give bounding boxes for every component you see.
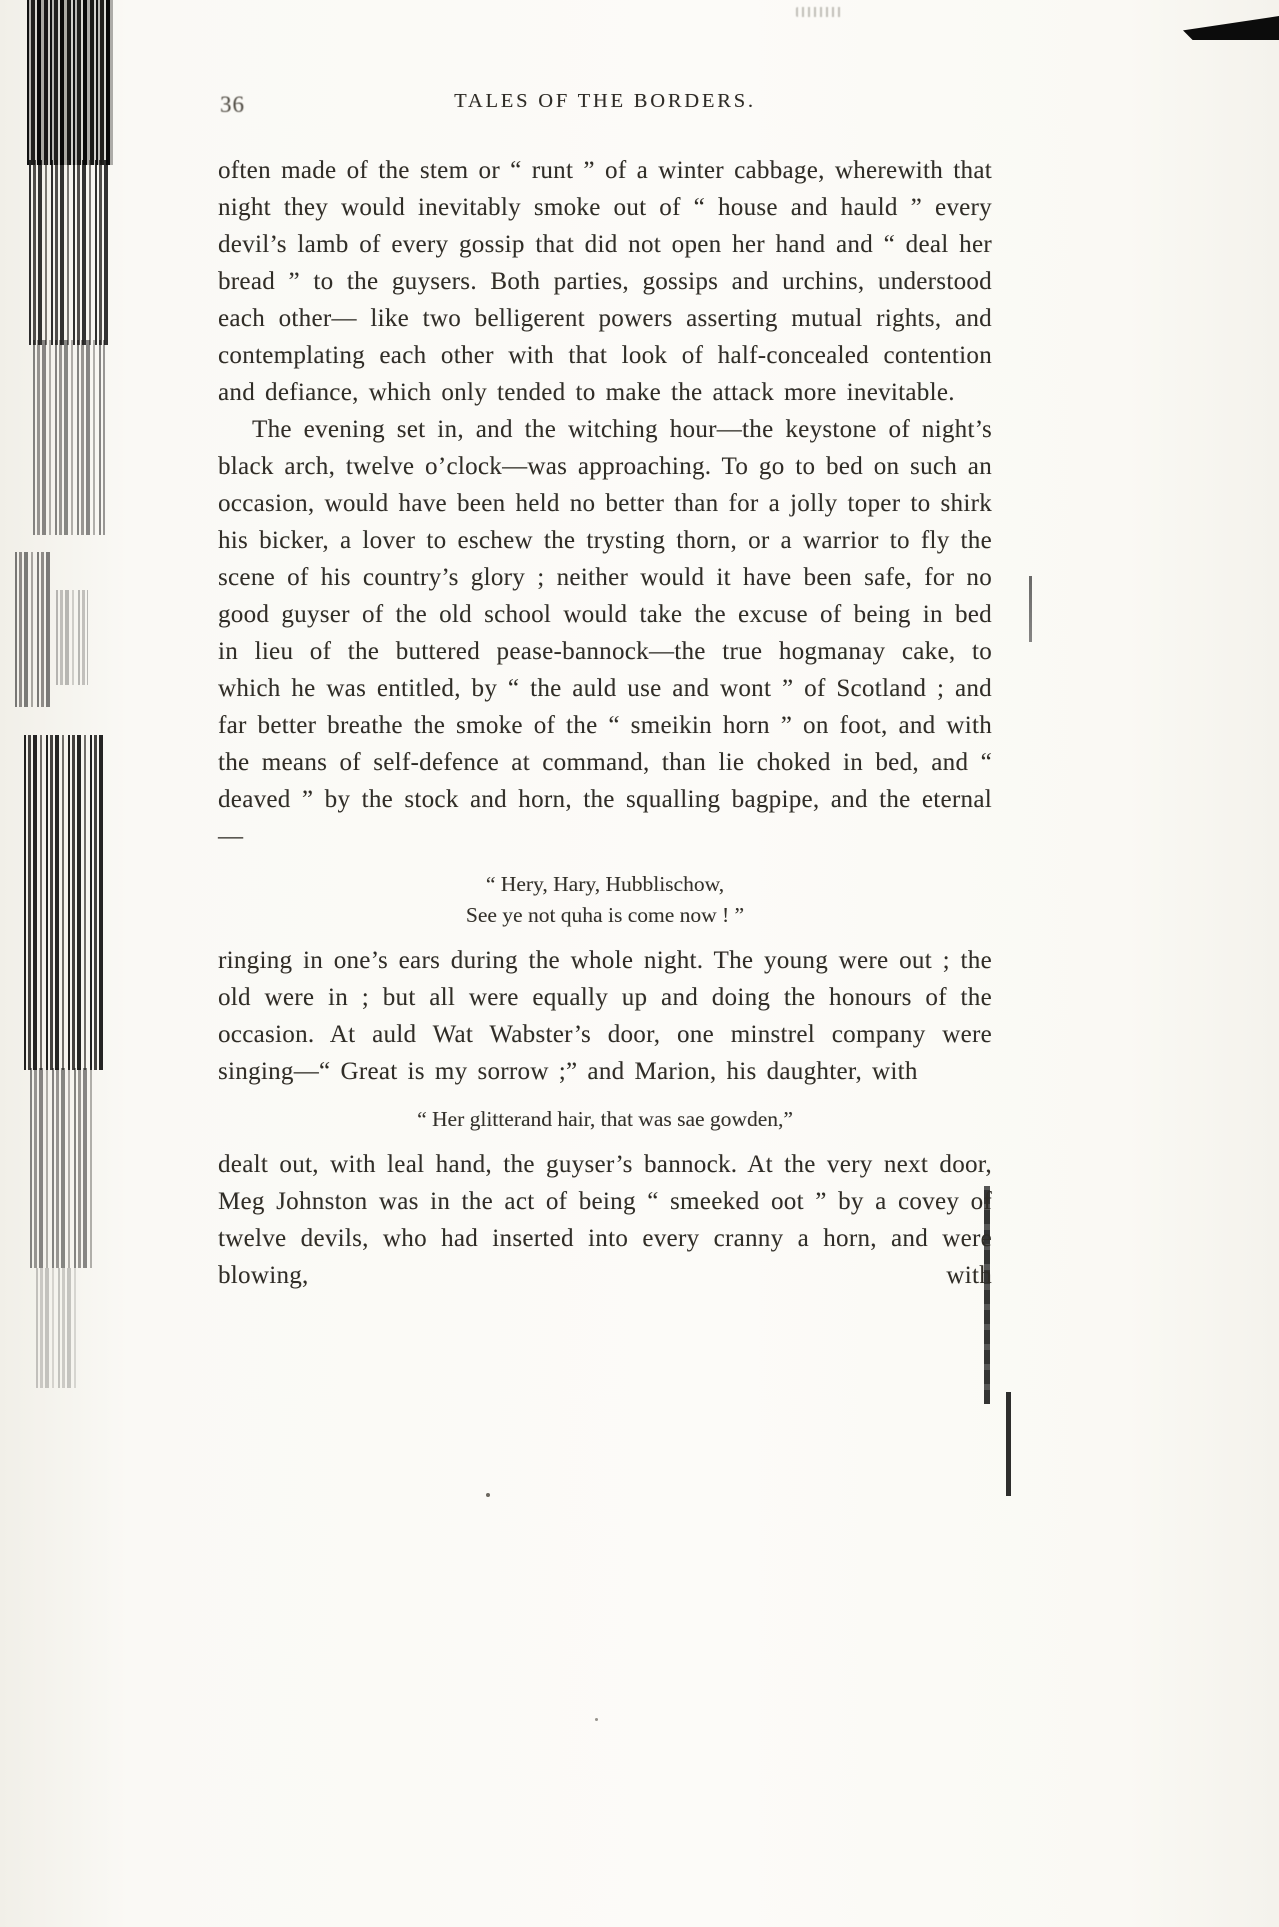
paragraph-1: often made of the stem or “ runt ” of a winter cabbage, wherewith that night they would inevitably smoke out of “ house and hauld ” every devil’s lamb of every gossip that did not open her hand and “ deal her bread ” to the guysers. Both parties, gossips and urchins, understood each other— like two belligerent powers asserting mutual rights, and contemplating each other with that look of half-concealed contention and defiance, which only tended to make the attack more inevitable. <box>218 157 992 406</box>
scan-artifact-corner-mark <box>1183 16 1279 40</box>
scan-artifact-right-line <box>1006 1392 1011 1496</box>
scan-artifact-speck <box>796 7 842 17</box>
verse-line: See ye not quha is come now ! ” <box>465 903 745 927</box>
page-number: 36 <box>220 92 245 117</box>
page-header <box>218 90 992 120</box>
verse-line: “ Hery, Hary, Hubblischow, <box>485 872 725 896</box>
verse-line: “ Her glitterand hair, that was sae gowden,” <box>417 1107 793 1131</box>
scan-artifact-binding-streaks-lower <box>30 1068 96 1268</box>
scan-artifact-binding-streaks-top <box>29 160 111 345</box>
scan-artifact-binding-streaks-top <box>33 340 105 535</box>
paragraph-4: dealt out, with leal hand, the guyser’s bannock. At the very next door, Meg Johnston was in the act of being “ smeeked oot ” by a covey of twelve devils, who had inserted into every cranny a horn, and were blowing, with <box>218 1151 992 1289</box>
scan-artifact-binding-streaks-middle <box>15 552 51 707</box>
scan-artifact-binding-streaks-lower <box>24 735 104 1070</box>
scan-artifact-right-line <box>1029 576 1032 642</box>
page-content <box>218 90 992 1294</box>
scan-artifact-dot <box>595 1718 598 1721</box>
running-title: TALES OF THE BORDERS. <box>454 90 756 112</box>
paragraph-3: ringing in one’s ears during the whole night. The young were out ; the old were in ; but all were equally up and doing the honours of the occasion. At auld Wat Wabster’s door, one minstrel company were singing—“ Great is my sorrow ;” and Marion, his daughter, with <box>218 947 992 1085</box>
scan-artifact-binding-streaks-top <box>27 0 113 165</box>
scan-artifact-binding-streaks-middle <box>56 590 88 685</box>
paragraph-2: The evening set in, and the witching hour—the keystone of night’s black arch, twelve o’clock—was approaching. To go to bed on such an occasion, would have been held no better than for a jolly toper to shirk his bicker, a lover to eschew the trysting thorn, or a warrior to fly the scene of his country’s glory ; neither would it have been safe, for no good guyser of the old school would take the excuse of being in bed in lieu of the buttered pease-bannock—the true hogmanay cake, to which he was entitled, by “ the auld use and wont ” of Scotland ; and far better breathe the smoke of the “ smeikin horn ” on foot, and with the means of self-defence at command, than lie choked in bed, and “ deaved ” by the stock and horn, the squalling bagpipe, and the eternal— <box>218 416 992 850</box>
verse-quote-1 <box>218 869 992 931</box>
verse-quote-2 <box>218 1104 992 1135</box>
scan-artifact-dot <box>486 1493 490 1497</box>
scan-artifact-binding-streaks-lower <box>36 1268 78 1388</box>
